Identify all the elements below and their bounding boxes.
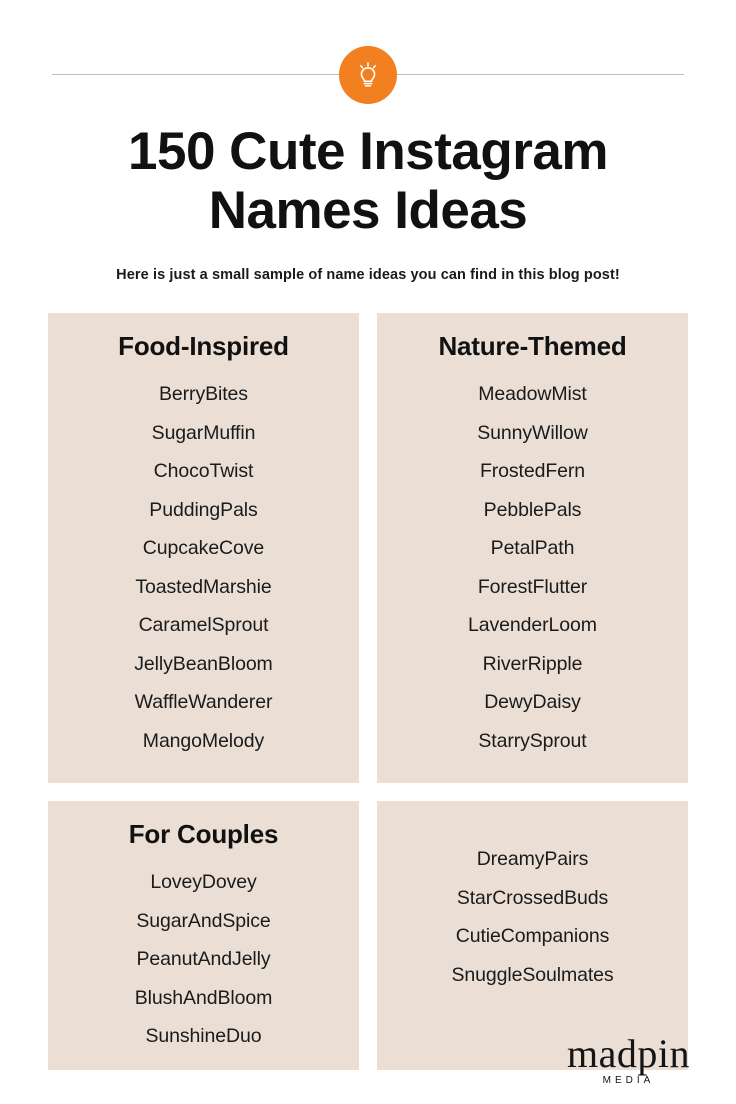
list-item: LavenderLoom	[468, 614, 597, 637]
brand-logo	[567, 1031, 690, 1086]
card-nature-themed	[377, 313, 688, 783]
card-heading: Nature-Themed	[438, 330, 627, 361]
lightbulb-icon	[339, 46, 397, 104]
brand-tagline: MEDIA	[602, 1075, 655, 1086]
brand-name: madpin	[567, 1031, 690, 1076]
list-item: WaffleWanderer	[134, 691, 273, 714]
list-item: JellyBeanBloom	[134, 652, 273, 675]
card-food-inspired	[48, 313, 359, 783]
list-item: PetalPath	[490, 537, 575, 560]
list-item: SugarMuffin	[151, 421, 256, 444]
page-subtitle: Here is just a small sample of name ideas you can find in this blog post!	[116, 266, 620, 283]
name-list	[58, 376, 349, 761]
list-item: StarCrossedBuds	[456, 886, 609, 909]
list-item: CutieCompanions	[455, 925, 610, 948]
list-item: BlushAndBloom	[134, 986, 273, 1009]
top-card-grid	[48, 313, 688, 783]
name-list	[58, 864, 349, 1057]
name-list	[387, 376, 678, 761]
name-list	[387, 841, 678, 995]
card-heading: For Couples	[128, 818, 279, 849]
list-item: MangoMelody	[142, 729, 265, 752]
list-item: BerryBites	[159, 383, 248, 406]
list-item: ToastedMarshie	[135, 575, 272, 598]
card-for-couples-continued	[377, 801, 688, 1071]
list-item: ChocoTwist	[153, 460, 254, 483]
bottom-card-grid	[48, 801, 688, 1071]
list-item: SugarAndSpice	[136, 909, 271, 932]
page-title: 150 Cute Instagram Names Ideas	[128, 122, 608, 241]
header	[48, 0, 688, 110]
list-item: SunnyWillow	[477, 421, 588, 444]
card-heading: Food-Inspired	[118, 330, 289, 361]
list-item: PebblePals	[483, 498, 582, 521]
list-item: StarrySprout	[478, 729, 587, 752]
list-item: DreamyPairs	[476, 848, 589, 871]
list-item: SunshineDuo	[145, 1025, 262, 1048]
card-for-couples	[48, 801, 359, 1071]
list-item: CupcakeCove	[142, 537, 265, 560]
lightbulb-badge	[339, 46, 397, 104]
list-item: RiverRipple	[482, 652, 583, 675]
list-item: MeadowMist	[478, 383, 587, 406]
list-item: ForestFlutter	[477, 575, 588, 598]
list-item: PuddingPals	[149, 498, 258, 521]
list-item: CaramelSprout	[138, 614, 269, 637]
list-item: LoveyDovey	[150, 871, 257, 894]
list-item: SnuggleSoulmates	[451, 963, 614, 986]
list-item: FrostedFern	[479, 460, 586, 483]
list-item: DewyDaisy	[484, 691, 581, 714]
list-item: PeanutAndJelly	[136, 948, 271, 971]
